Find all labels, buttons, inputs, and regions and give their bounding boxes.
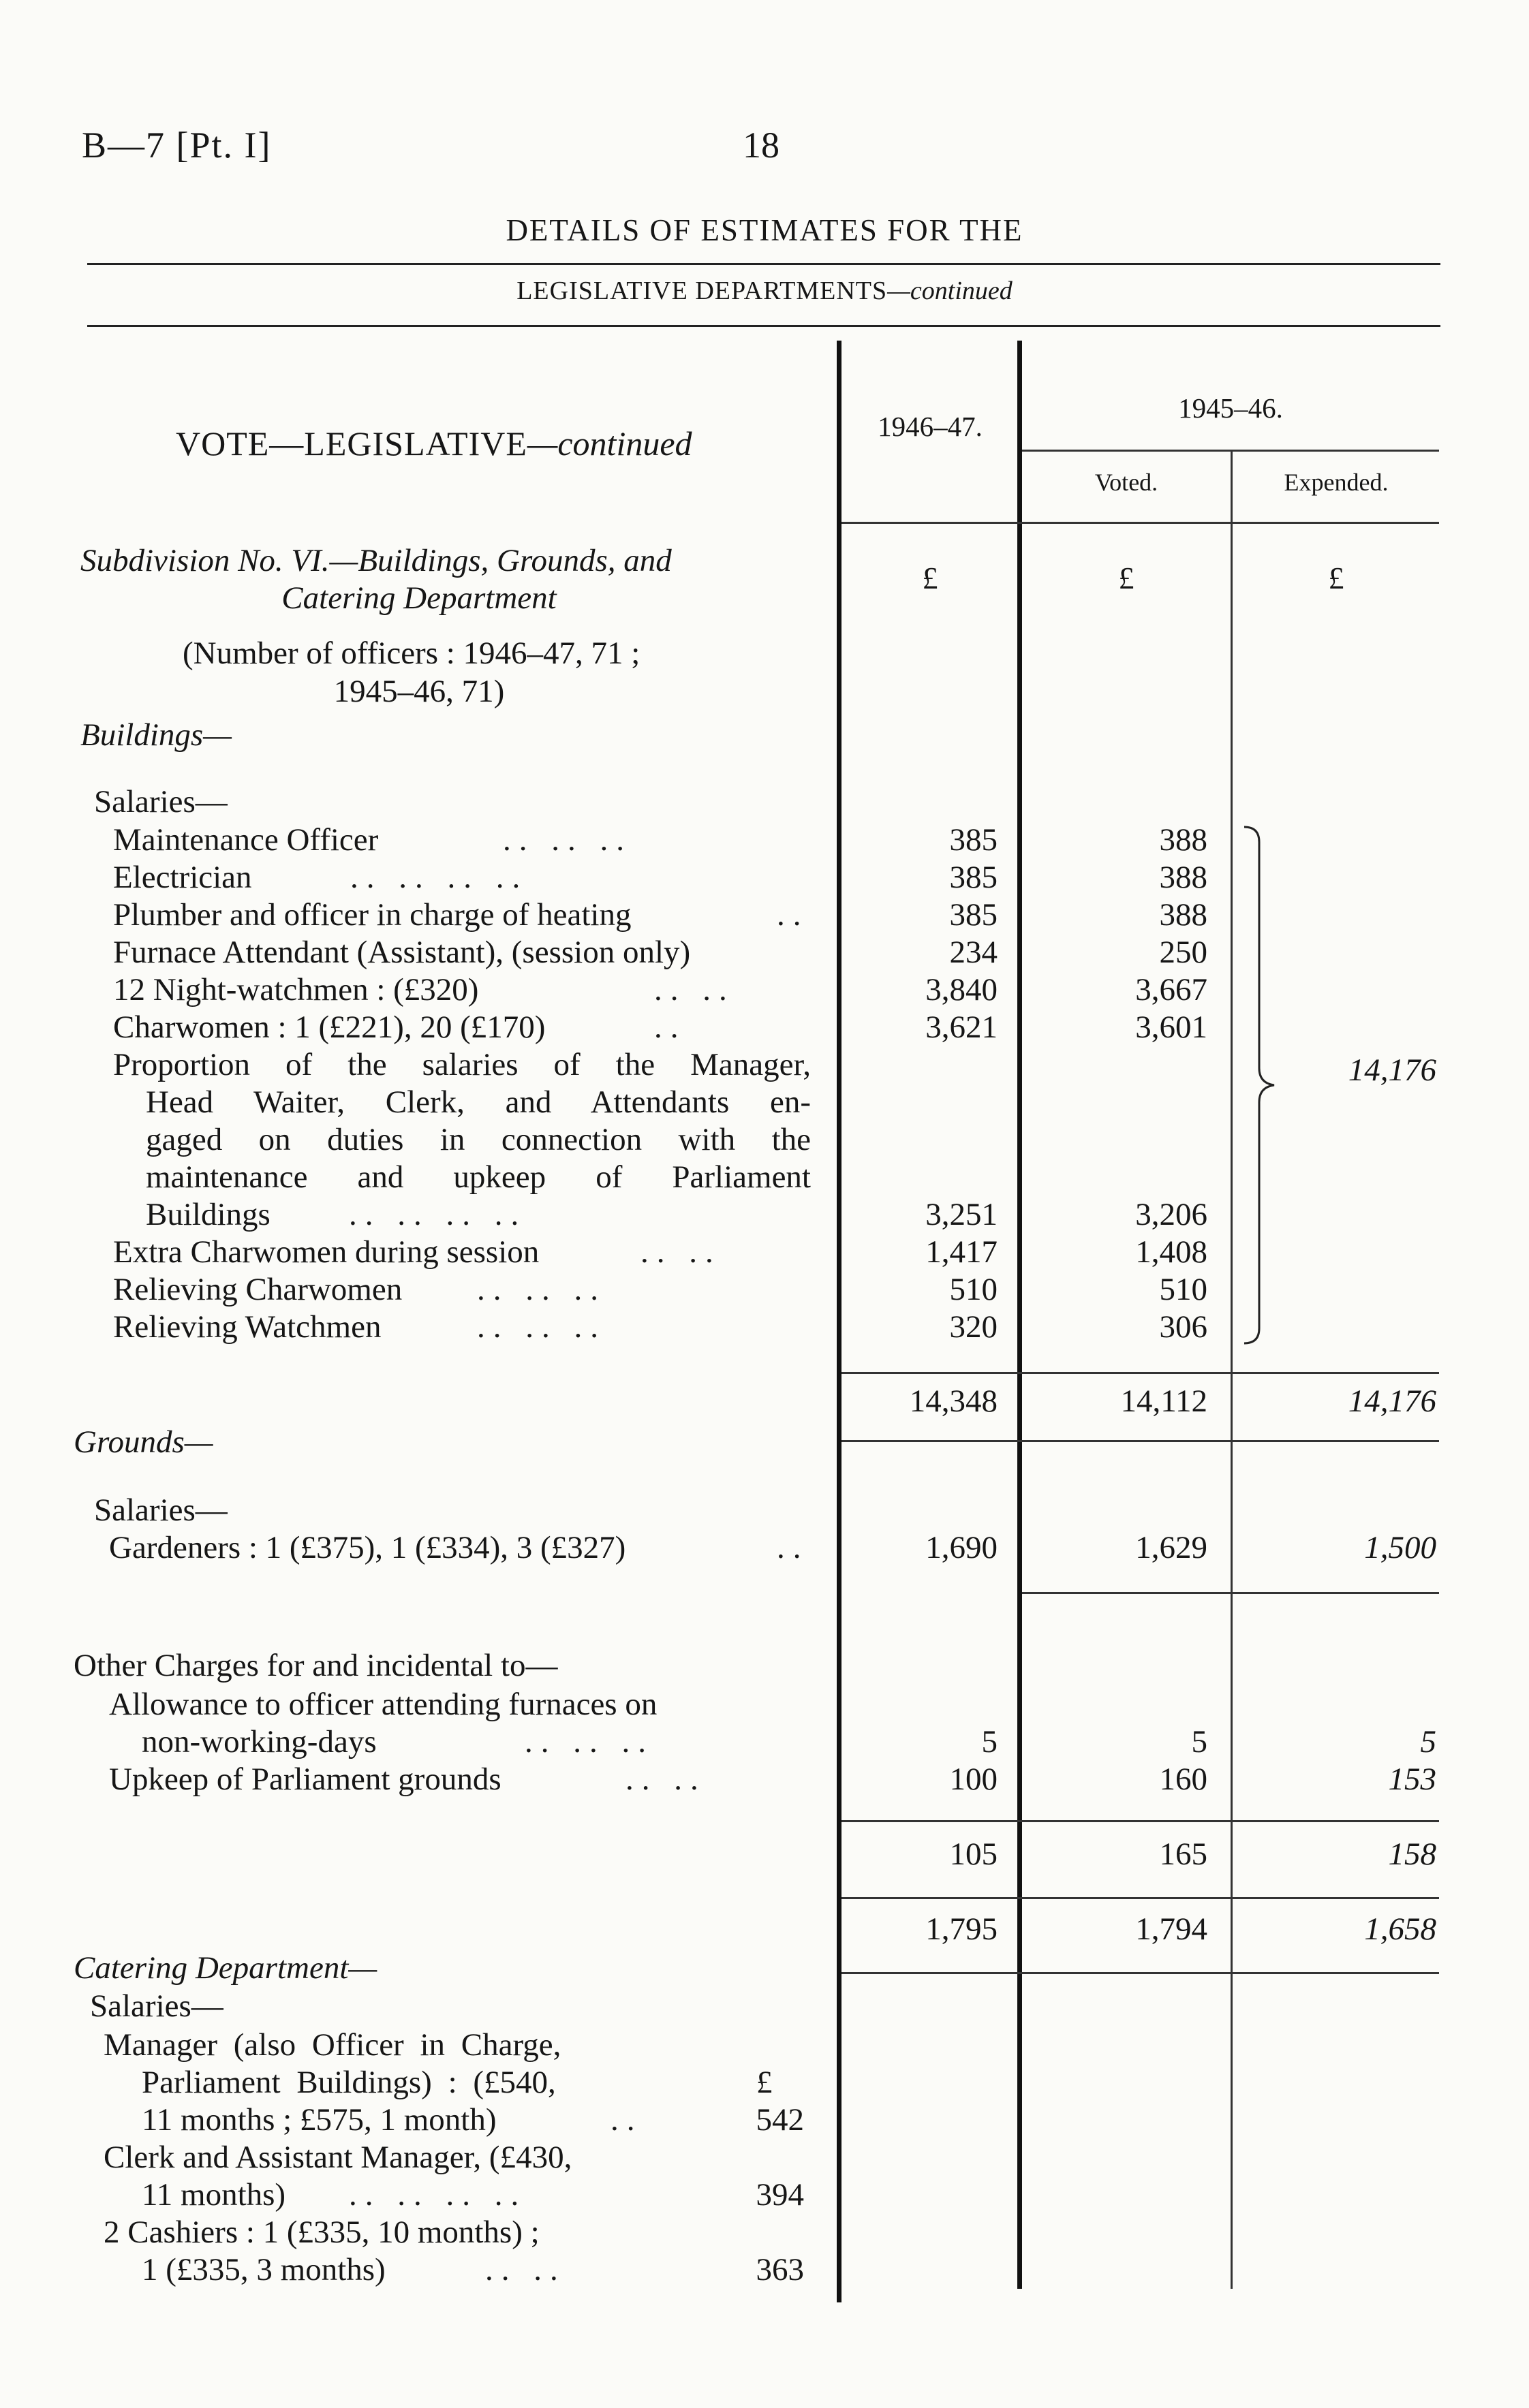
other-charges-rule-top bbox=[841, 1820, 1439, 1822]
buildings-row-label: Plumber and officer in charge of heating bbox=[113, 897, 632, 933]
buildings-row-label: Relieving Watchmen bbox=[113, 1309, 382, 1345]
other-charges-heading: Other Charges for and incidental to— bbox=[74, 1648, 558, 1683]
proportion-voted: 3,206 bbox=[1135, 1197, 1207, 1232]
allowance-label-line2: non-working-days bbox=[142, 1724, 377, 1760]
buildings-row-label: Relieving Charwomen bbox=[113, 1272, 403, 1307]
upkeep-voted: 160 bbox=[1159, 1762, 1207, 1797]
proportion-text-line: Proportion of the salaries of the Manager, bbox=[113, 1047, 811, 1082]
leader-dots: .. .. .. .. bbox=[349, 1197, 527, 1232]
vote-title: VOTE—LEGISLATIVE—continued bbox=[176, 424, 692, 463]
clerk-leader: .. .. .. .. bbox=[349, 2177, 527, 2212]
buildings-total-1946: 14,348 bbox=[909, 1383, 998, 1419]
column-divider-left bbox=[837, 341, 841, 2302]
allowance-expended: 5 bbox=[1420, 1724, 1436, 1760]
title-rule bbox=[87, 263, 1440, 265]
buildings-row-voted: 3,667 bbox=[1135, 972, 1207, 1007]
manager-leader: .. bbox=[611, 2102, 643, 2138]
allowance-leader: .. .. .. bbox=[525, 1724, 654, 1760]
manager-line3: 11 months ; £575, 1 month) bbox=[142, 2102, 497, 2138]
buildings-row-label: Maintenance Officer bbox=[113, 822, 379, 858]
buildings-row-voted: 306 bbox=[1159, 1309, 1207, 1345]
clerk-line1: Clerk and Assistant Manager, (£430, bbox=[104, 2140, 572, 2175]
leader-dots: .. bbox=[777, 897, 809, 933]
clerk-line2: 11 months) bbox=[142, 2177, 286, 2212]
leader-dots: .. .. .. bbox=[503, 822, 632, 858]
buildings-row-1946: 385 bbox=[949, 860, 998, 895]
buildings-heading: Buildings— bbox=[80, 717, 232, 753]
currency-symbol-1946: £ bbox=[922, 561, 938, 595]
buildings-row-1946: 3,621 bbox=[925, 1010, 998, 1045]
page-title: DETAILS OF ESTIMATES FOR THE bbox=[506, 213, 1023, 247]
other-charges-total-voted: 165 bbox=[1159, 1836, 1207, 1872]
currency-symbol-voted: £ bbox=[1118, 561, 1134, 595]
buildings-row-1946: 3,840 bbox=[925, 972, 998, 1007]
buildings-row-1946: 385 bbox=[949, 822, 998, 858]
grounds-total-1946: 1,795 bbox=[925, 1911, 998, 1947]
leader-dots: .. .. .. bbox=[477, 1272, 606, 1307]
leader-dots: .. bbox=[654, 1010, 687, 1045]
currency-symbol-expended: £ bbox=[1328, 561, 1344, 595]
subdivision-heading-cont: Catering Department bbox=[281, 580, 557, 616]
gardeners-voted: 1,629 bbox=[1135, 1530, 1207, 1565]
subdivision-heading: Subdivision No. VI.—Buildings, Grounds, and bbox=[80, 543, 672, 578]
leader-dots: .. .. .. bbox=[477, 1309, 606, 1345]
buildings-salaries-heading: Salaries— bbox=[94, 784, 228, 819]
page-subtitle: LEGISLATIVE DEPARTMENTS—continued bbox=[516, 277, 1013, 305]
buildings-total-expended: 14,176 bbox=[1348, 1383, 1436, 1419]
cashiers-amount: 363 bbox=[756, 2252, 804, 2287]
gardeners-1946: 1,690 bbox=[925, 1530, 998, 1565]
cashiers-line2: 1 (£335, 3 months) bbox=[142, 2252, 386, 2287]
buildings-total-voted: 14,112 bbox=[1120, 1383, 1207, 1419]
document-reference: B—7 [Pt. I] bbox=[82, 125, 272, 166]
column-divider-voted bbox=[1231, 450, 1233, 2289]
leader-dots: .. .. .. .. bbox=[350, 860, 529, 895]
buildings-row-voted: 3,601 bbox=[1135, 1010, 1207, 1045]
grounds-total-voted: 1,794 bbox=[1135, 1911, 1207, 1947]
grounds-heading: Grounds— bbox=[74, 1424, 213, 1460]
manager-line2: Parliament Buildings) : (£540, bbox=[142, 2065, 556, 2100]
catering-currency: £ bbox=[756, 2065, 773, 2100]
buildings-row-1946: 385 bbox=[949, 897, 998, 933]
buildings-row-voted: 388 bbox=[1159, 822, 1207, 858]
column-header-1946-47: 1946–47. bbox=[878, 411, 983, 442]
buildings-row-label: Electrician bbox=[113, 860, 252, 895]
buildings-expended-bracket: 14,176 bbox=[1348, 1052, 1436, 1088]
catering-heading: Catering Department— bbox=[74, 1950, 377, 1986]
upkeep-leader: .. .. bbox=[626, 1762, 707, 1797]
buildings-row-label: Extra Charwomen during session bbox=[113, 1234, 540, 1270]
upkeep-label: Upkeep of Parliament grounds bbox=[109, 1762, 501, 1797]
page-number: 18 bbox=[743, 125, 779, 166]
gardeners-leader: .. bbox=[777, 1530, 809, 1565]
buildings-row-voted: 510 bbox=[1159, 1272, 1207, 1307]
buildings-total-rule-top bbox=[841, 1372, 1439, 1374]
cashiers-line1: 2 Cashiers : 1 (£335, 10 months) ; bbox=[104, 2215, 540, 2250]
buildings-row-voted: 1,408 bbox=[1135, 1234, 1207, 1270]
allowance-label-line1: Allowance to officer attending furnaces on bbox=[109, 1687, 658, 1722]
upkeep-expended: 153 bbox=[1388, 1762, 1436, 1797]
buildings-row-label: 12 Night-watchmen : (£320) bbox=[113, 972, 479, 1007]
expended-brace bbox=[1239, 823, 1280, 1347]
column-header-1945-46: 1945–46. bbox=[1178, 392, 1283, 424]
gardeners-label: Gardeners : 1 (£375), 1 (£334), 3 (£327) bbox=[109, 1530, 626, 1565]
proportion-text-line: Head Waiter, Clerk, and Attendants en- bbox=[146, 1084, 811, 1120]
leader-dots: .. .. bbox=[640, 1234, 722, 1270]
leader-dots: .. .. bbox=[654, 972, 735, 1007]
proportion-text-line: Buildings bbox=[146, 1197, 271, 1232]
gardeners-expended: 1,500 bbox=[1364, 1530, 1436, 1565]
buildings-row-1946: 234 bbox=[949, 935, 998, 970]
buildings-row-1946: 320 bbox=[949, 1309, 998, 1345]
manager-amount: 542 bbox=[756, 2102, 804, 2138]
allowance-1946: 5 bbox=[981, 1724, 998, 1760]
column-header-rule bbox=[841, 522, 1439, 524]
manager-line1: Manager (also Officer in Charge, bbox=[104, 2027, 561, 2063]
buildings-row-1946: 510 bbox=[949, 1272, 998, 1307]
upkeep-1946: 100 bbox=[949, 1762, 998, 1797]
buildings-row-label: Furnace Attendant (Assistant), (session only) bbox=[113, 935, 691, 970]
grounds-total-rule-top bbox=[841, 1897, 1439, 1899]
clerk-amount: 394 bbox=[756, 2177, 804, 2212]
buildings-row-voted: 250 bbox=[1159, 935, 1207, 970]
grounds-total-expended: 1,658 bbox=[1364, 1911, 1436, 1947]
proportion-text-line: gaged on duties in connection with the bbox=[146, 1122, 811, 1157]
other-charges-total-expended: 158 bbox=[1388, 1836, 1436, 1872]
subtitle-rule bbox=[87, 325, 1440, 327]
column-header-expended: Expended. bbox=[1284, 469, 1389, 496]
column-header-voted: Voted. bbox=[1094, 469, 1158, 496]
year-group-rule bbox=[1022, 450, 1439, 452]
officers-count-line1: (Number of officers : 1946–47, 71 ; bbox=[183, 636, 640, 671]
officers-count-line2: 1945–46, 71) bbox=[333, 674, 505, 709]
column-divider-mid bbox=[1017, 341, 1022, 2289]
gardeners-rule bbox=[1022, 1592, 1439, 1594]
buildings-row-voted: 388 bbox=[1159, 897, 1207, 933]
catering-salaries-heading: Salaries— bbox=[90, 1988, 223, 2024]
proportion-text-line: maintenance and upkeep of Parliament bbox=[146, 1159, 811, 1195]
grounds-salaries-heading: Salaries— bbox=[94, 1492, 228, 1528]
proportion-1946: 3,251 bbox=[925, 1197, 998, 1232]
grounds-total-rule-bottom bbox=[841, 1972, 1439, 1974]
buildings-total-rule-bottom bbox=[841, 1440, 1439, 1442]
buildings-row-voted: 388 bbox=[1159, 860, 1207, 895]
buildings-row-label: Charwomen : 1 (£221), 20 (£170) bbox=[113, 1010, 546, 1045]
buildings-row-1946: 1,417 bbox=[925, 1234, 998, 1270]
other-charges-total-1946: 105 bbox=[949, 1836, 998, 1872]
cashiers-leader: .. .. bbox=[485, 2252, 566, 2287]
allowance-voted: 5 bbox=[1191, 1724, 1207, 1760]
